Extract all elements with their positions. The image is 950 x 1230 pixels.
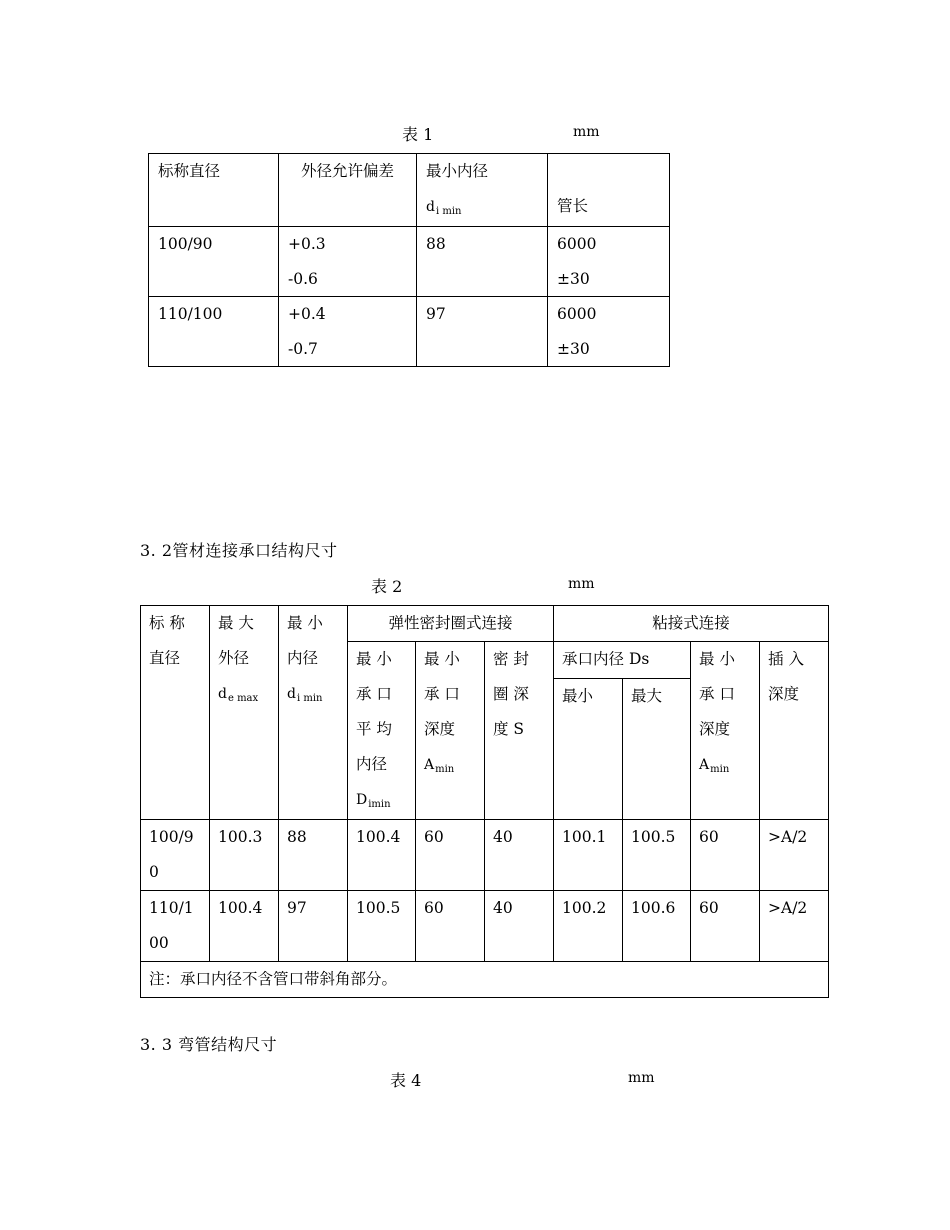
header-label: 内径 (356, 755, 388, 773)
cell-nominal: 100/90 (149, 227, 279, 297)
table-row (149, 297, 670, 367)
table2-header-row-1 (141, 606, 829, 642)
table2-unit: mm (568, 576, 595, 592)
symbol: d (426, 198, 435, 215)
subscript: i min (435, 205, 462, 217)
table1-header-min-id (417, 154, 548, 227)
cell-seal-depth: 40 (485, 891, 554, 962)
table2-header-min-id (279, 606, 348, 820)
header-label: 最 小 (287, 614, 323, 632)
symbol: d (218, 686, 227, 702)
cell-socket-depth: 60 (416, 891, 485, 962)
table2-caption: 表 2 (371, 577, 403, 596)
header-label: 深度 (768, 685, 800, 703)
subscript: i min (296, 693, 323, 704)
length-tolerance: ±30 (557, 269, 590, 288)
table2-header-socket-depth (416, 642, 485, 820)
tol-minus: -0.7 (288, 339, 318, 358)
cell-ds-min: 100.2 (554, 891, 623, 962)
table1-header-length (548, 154, 670, 227)
nominal-part: 0 (149, 863, 159, 881)
cell-od-tolerance (279, 297, 417, 367)
table-row (149, 227, 670, 297)
length-value: 6000 (557, 305, 597, 323)
cell-min-id: 97 (279, 891, 348, 962)
header-label: 最 大 (218, 614, 254, 632)
header-label: 最 小 (424, 650, 460, 668)
table2-header-nominal (141, 606, 210, 820)
header-label: 承 口 (424, 685, 460, 703)
subscript: imin (368, 799, 391, 810)
symbol: A (424, 757, 435, 773)
cell-nominal (141, 891, 210, 962)
table2-header-ds-min: 最小 (554, 679, 623, 820)
symbol: D (356, 792, 368, 808)
symbol: A (699, 757, 710, 773)
header-label: 承 口 (356, 685, 392, 703)
tol-plus: +0.3 (288, 235, 326, 253)
subscript: min (435, 764, 455, 775)
header-label: 深度 (699, 720, 731, 738)
table-row (141, 820, 829, 891)
header-label: 最 小 (699, 650, 735, 668)
cell-max-od: 100.4 (210, 891, 279, 962)
cell-length (548, 297, 670, 367)
cell-seal-depth: 40 (485, 820, 554, 891)
tol-minus: -0.6 (288, 269, 318, 288)
cell-ds-max: 100.5 (623, 820, 691, 891)
cell-socket-depth: 60 (416, 820, 485, 891)
header-label: 外径 (218, 649, 250, 667)
table1-header-row (149, 154, 670, 227)
table2-header-socket-mean-id (348, 642, 416, 820)
section-3-3-heading: 3. 3 弯管结构尺寸 (140, 1035, 278, 1054)
cell-nominal (141, 820, 210, 891)
table2-header-glue-depth (691, 642, 760, 820)
header-label: 深度 (424, 720, 456, 738)
table2-header-insert-depth (760, 642, 829, 820)
table2-header-max-od (210, 606, 279, 820)
table2-header-elastic-seal: 弹性密封圈式连接 (348, 606, 554, 642)
cell-socket-mean-id: 100.5 (348, 891, 416, 962)
symbol: d (287, 686, 296, 702)
cell-nominal: 110/100 (149, 297, 279, 367)
table1-header-od-tolerance (279, 154, 417, 227)
header-label: 内径 (287, 649, 319, 667)
header-label: 平 均 (356, 720, 392, 738)
nominal-part: 100/9 (149, 828, 194, 846)
table2 (140, 605, 829, 998)
cell-glue-depth: 60 (691, 891, 760, 962)
header-label: 管长 (557, 196, 589, 215)
table1 (148, 153, 670, 367)
header-label: 直径 (149, 649, 181, 667)
tol-plus: +0.4 (288, 305, 326, 323)
nominal-part: 110/1 (149, 899, 194, 917)
table4-unit: mm (628, 1070, 655, 1086)
section-3-2-heading: 3. 2管材连接承口结构尺寸 (140, 541, 338, 560)
header-label: 标称直径 (158, 162, 221, 180)
cell-ds-min: 100.1 (554, 820, 623, 891)
length-value: 6000 (557, 235, 597, 253)
cell-min-id: 88 (279, 820, 348, 891)
table2-note: 注：承口内径不含管口带斜角部分。 (141, 962, 829, 998)
table1-caption: 表 1 (402, 125, 434, 144)
table2-header-seal-depth (485, 642, 554, 820)
header-label: 最 小 (356, 650, 392, 668)
table1-header-nominal (149, 154, 279, 227)
header-label: 外径允许偏差 (300, 162, 394, 180)
cell-socket-mean-id: 100.4 (348, 820, 416, 891)
cell-ds-max: 100.6 (623, 891, 691, 962)
header-label: 圈 深 (493, 685, 529, 703)
cell-length (548, 227, 670, 297)
header-label: 插 入 (768, 650, 804, 668)
table2-note-row (141, 962, 829, 998)
header-label: 标 称 (149, 614, 185, 632)
header-label: 密 封 (493, 650, 529, 668)
header-label: 最小内径 (426, 162, 489, 180)
table2-header-glued: 粘接式连接 (554, 606, 829, 642)
table-row (141, 891, 829, 962)
header-label: 承 口 (699, 685, 735, 703)
table2-header-socket-id: 承口内径 Ds (554, 642, 691, 679)
table2-header-ds-max: 最大 (623, 679, 691, 820)
nominal-part: 00 (149, 934, 169, 952)
table4-caption: 表 4 (390, 1071, 422, 1090)
cell-glue-depth: 60 (691, 820, 760, 891)
subscript: e max (227, 693, 259, 704)
cell-insert-depth: >A/2 (760, 820, 829, 891)
cell-max-od: 100.3 (210, 820, 279, 891)
length-tolerance: ±30 (557, 339, 590, 358)
cell-insert-depth: >A/2 (760, 891, 829, 962)
subscript: min (710, 764, 730, 775)
header-label: 度 S (493, 720, 525, 738)
cell-od-tolerance (279, 227, 417, 297)
table1-unit: mm (573, 124, 600, 140)
cell-min-id: 97 (417, 297, 548, 367)
cell-min-id: 88 (417, 227, 548, 297)
